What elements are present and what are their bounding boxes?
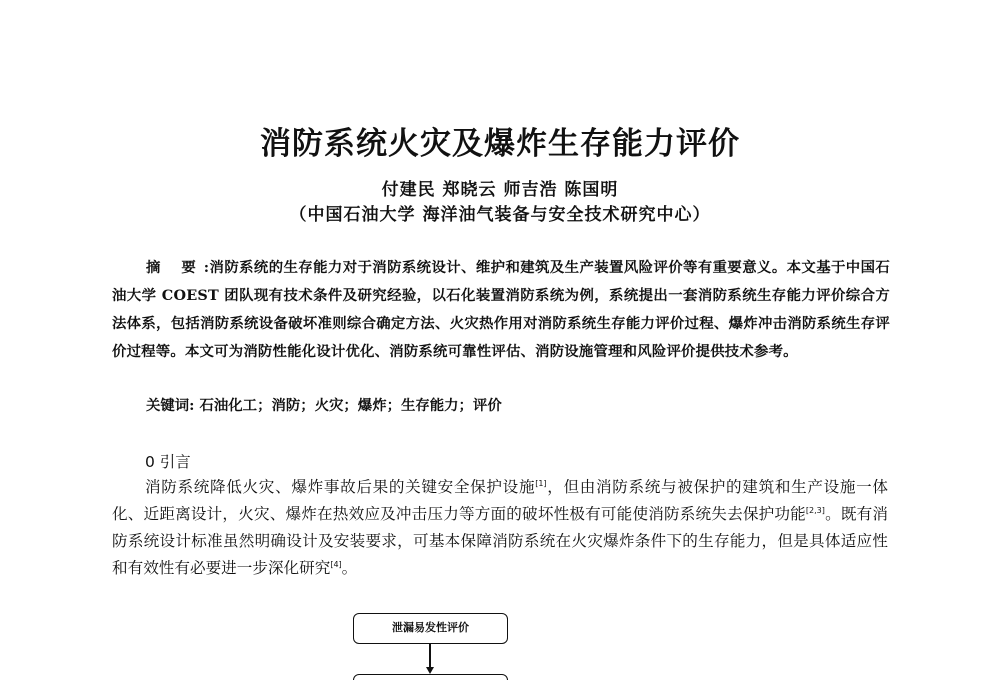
intro-text-1: 消防系统降低火灾、爆炸事故后果的关键安全保护设施 [145, 478, 536, 496]
author-list: 付建民 郑晓云 师吉浩 陈国明 [381, 180, 619, 200]
flowchart-box-next [353, 674, 508, 680]
citation-3: [4] [330, 560, 342, 569]
section-heading: 0 引言 [145, 453, 191, 471]
citation-2: [2,3] [805, 506, 825, 515]
flowchart-arrowhead [426, 667, 434, 674]
paper-title: 消防系统火灾及爆炸生存能力评价 [260, 126, 740, 162]
abstract-label: 摘 要 [146, 259, 204, 276]
abstract [112, 254, 890, 366]
intro-text-2: ，但由消防系统与被保护的建筑和生产设施一体化、近距离设计，火灾、爆炸在热效应及冲击压力等方面的破坏性极有可能使消防系统失去保护功能 [112, 478, 888, 523]
abstract-text: :消防系统的生存能力对于消防系统设计、维护和建筑及生产装置风险评价等有重要意义。本文基于中国石油大学 COEST 团队现有技术条件及研究经验，以石化装置消防系统为例，系统提出一套消防系统生存能力评价综合方法体系，包括消防系统设备破坏准则综合确定方法、火灾热作用对消防系统生存能力评价过程、爆炸冲击消防系统生存评价过程等。本文可为消防性能化设计优化、消防系统可靠性评估、消防设施管理和风险评价提供技术参考。 [112, 259, 890, 360]
flowchart-box-leak-evaluation: 泄漏易发性评价 [353, 613, 508, 644]
affiliation: （中国石油大学 海洋油气装备与安全技术研究中心） [289, 205, 711, 225]
intro-paragraph [112, 474, 888, 582]
keywords-label: 关键词: [146, 397, 195, 414]
intro-text-4: 。 [341, 559, 358, 577]
citation-1: [1] [535, 479, 547, 488]
intro-text-3: 。既有消防系统设计标准虽然明确设计及安装要求，可基本保障消防系统在火灾爆炸条件下的生存能力，但是具体适应性和有效性有必要进一步深化研究 [112, 505, 888, 577]
keywords-text: 石油化工；消防；火灾；爆炸；生存能力；评价 [199, 397, 502, 414]
flowchart [353, 613, 513, 680]
keywords [146, 394, 890, 418]
